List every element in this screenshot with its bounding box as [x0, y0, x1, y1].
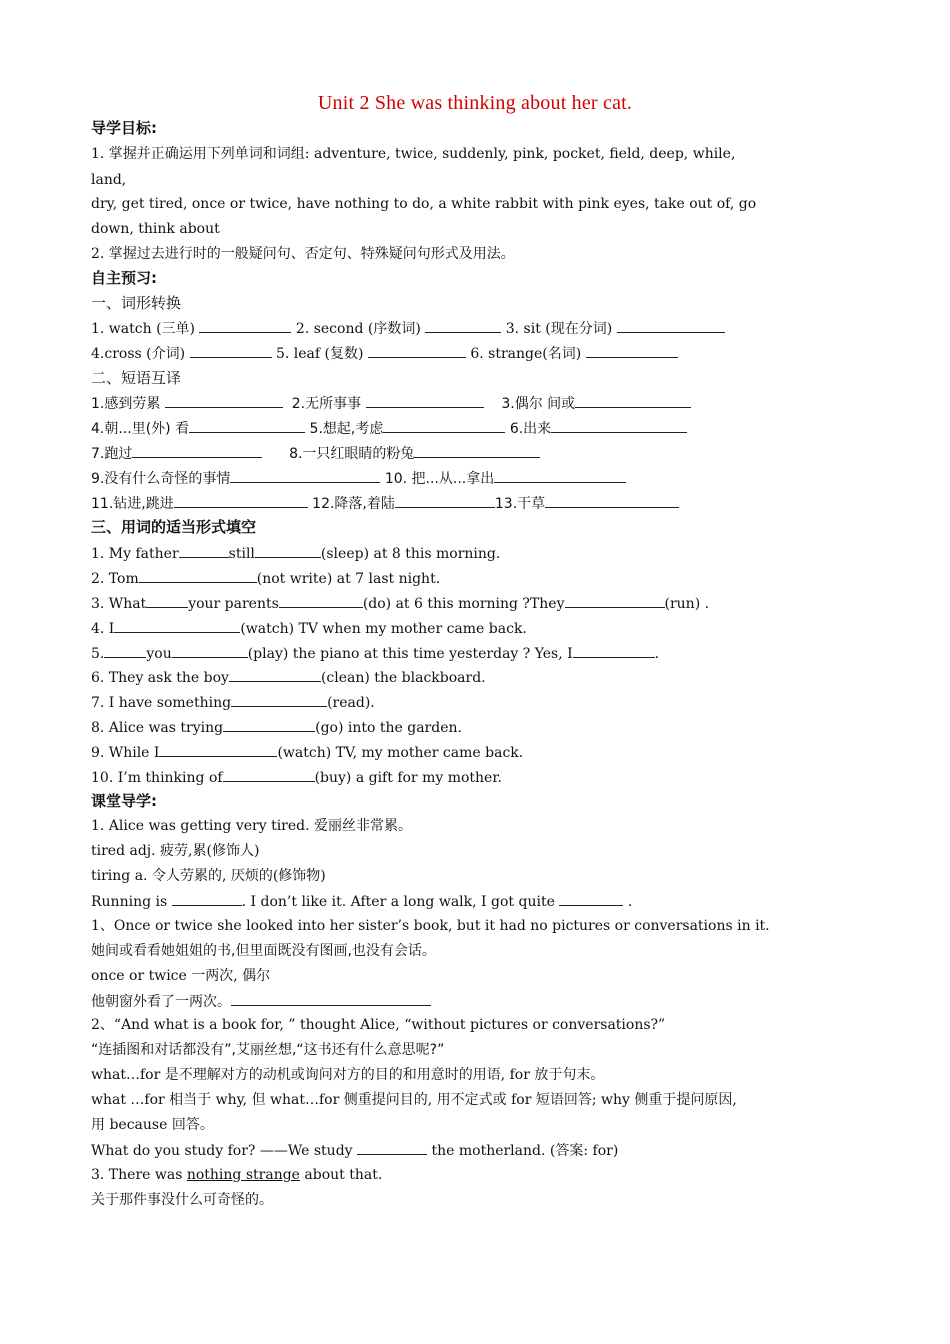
note-line: once or twice 一两次, 偶尔 — [91, 968, 271, 984]
answer-blank[interactable] — [174, 493, 308, 508]
note-line: 用 because 回答。 — [91, 1117, 214, 1133]
answer-blank[interactable] — [494, 468, 626, 483]
fill-sentence: 6. They ask the boy (clean) the blackboard. — [91, 667, 486, 688]
answer-blank[interactable] — [617, 318, 725, 333]
phrase-item: 10. 把...从...拿出 — [384, 471, 495, 487]
goals-heading: 导学目标: — [91, 119, 157, 137]
goal-2: 2. 掌握过去进行时的一般疑问句、否定句、特殊疑问句形式及用法。 — [91, 246, 515, 262]
answer-blank[interactable] — [114, 618, 240, 633]
fill-sentence: 3. What your parents (do) at 6 this morning ?They (run) . — [91, 593, 709, 614]
phrase-item: 4.朝...里(外) 看 — [91, 421, 190, 437]
exercise-line: 他朝窗外看了一两次。 — [91, 991, 431, 1012]
phrase-item: 2.无所事事 — [291, 396, 362, 412]
phrase-item: 8.一只红眼睛的粉兔 — [289, 446, 415, 462]
answer-blank[interactable] — [586, 343, 678, 358]
answer-blank[interactable] — [366, 393, 484, 408]
goal-1-cont: down, think about — [91, 221, 220, 237]
fill-sentence: 2. Tom (not write) at 7 last night. — [91, 568, 440, 589]
answer-blank[interactable] — [383, 418, 505, 433]
phrase-item: 1.感到劳累 — [91, 396, 161, 412]
answer-blank[interactable] — [395, 493, 495, 508]
fill-sentence: 7. I have something (read). — [91, 692, 375, 713]
answer-blank[interactable] — [104, 643, 146, 658]
note-line: 关于那件事没什么可奇怪的。 — [91, 1192, 273, 1208]
answer-blank[interactable] — [190, 343, 272, 358]
phrase-item: 3.偶尔 间或 — [501, 396, 576, 412]
phrase-item: 11.钻进,跳进 — [91, 496, 174, 512]
goal-1-cont: land, — [91, 172, 127, 188]
answer-blank[interactable] — [223, 767, 315, 782]
answer-blank[interactable] — [357, 1140, 427, 1155]
phrase-item: 13.干草 — [494, 496, 546, 512]
phrase-row — [91, 468, 626, 489]
phrase-item: 9.没有什么奇怪的事情 — [91, 471, 231, 487]
word-form-row — [91, 343, 678, 364]
answer-blank[interactable] — [279, 593, 363, 608]
note-line: 1、Once or twice she looked into her sister’s book, but it had no pictures or conversations in it. — [91, 918, 770, 934]
word-form-item: 6. strange(名词) — [470, 346, 582, 362]
answer-blank[interactable] — [559, 891, 623, 906]
answer-blank[interactable] — [230, 468, 380, 483]
underlined-phrase: nothing strange — [186, 1167, 300, 1183]
note-line: what …for 相当于 why, 但 what…for 侧重提问目的, 用不定式或 for 短语回答; why 侧重于提问原因, — [91, 1092, 737, 1108]
note-line: 3. There was nothing strange about that. — [91, 1167, 383, 1183]
word-form-item: 1. watch (三单) — [91, 321, 195, 337]
phrase-row — [91, 393, 691, 414]
word-form-item: 4.cross (介词) — [91, 346, 186, 362]
answer-blank[interactable] — [255, 543, 321, 558]
answer-blank[interactable] — [172, 891, 242, 906]
answer-blank[interactable] — [565, 593, 665, 608]
word-form-item: 5. leaf (复数) — [275, 346, 364, 362]
note-line: tiring a. 令人劳累的, 厌烦的(修饰物) — [91, 868, 326, 884]
answer-blank[interactable] — [231, 692, 327, 707]
answer-blank[interactable] — [189, 418, 305, 433]
answer-blank[interactable] — [573, 643, 655, 658]
word-form-item: 3. sit (现在分词) — [505, 321, 613, 337]
answer-blank[interactable] — [229, 667, 321, 682]
phrase-row — [91, 418, 687, 439]
class-heading: 课堂导学: — [91, 792, 157, 810]
fill-sentence: 1. My father still (sleep) at 8 this morning. — [91, 543, 500, 564]
fill-sentence: 5. you (play) the piano at this time yesterday ? Yes, I . — [91, 643, 659, 664]
note-line: what…for 是不理解对方的动机或询问对方的目的和用意时的用语, for 放于句末。 — [91, 1067, 605, 1083]
phrase-row — [91, 443, 540, 464]
note-line: 1. Alice was getting very tired. 爱丽丝非常累。 — [91, 818, 413, 834]
exercise-line: What do you study for? ——We study the motherland. (答案: for) — [91, 1140, 618, 1161]
answer-blank[interactable] — [146, 593, 188, 608]
answer-blank[interactable] — [132, 443, 262, 458]
note-line: 2、“And what is a book for, ” thought Alice, “without pictures or conversations?” — [91, 1017, 666, 1033]
fill-sentence: 8. Alice was trying (go) into the garden. — [91, 717, 462, 738]
answer-blank[interactable] — [159, 742, 277, 757]
answer-blank[interactable] — [179, 543, 229, 558]
word-form-row — [91, 318, 725, 339]
note-line: 她间或看看她姐姐的书,但里面既没有图画,也没有会话。 — [91, 943, 436, 959]
note-line: “连插图和对话都没有”,艾丽丝想,“这书还有什么意思呢?” — [91, 1042, 445, 1058]
fill-sentence: 9. While I (watch) TV, my mother came back. — [91, 742, 523, 763]
answer-blank[interactable] — [545, 493, 679, 508]
preview-heading: 自主预习: — [91, 269, 157, 287]
section-1-heading: 一、词形转换 — [91, 294, 182, 312]
answer-blank[interactable] — [165, 393, 283, 408]
answer-blank[interactable] — [172, 643, 248, 658]
answer-blank[interactable] — [231, 991, 431, 1006]
answer-blank[interactable] — [368, 343, 466, 358]
goal-1-cont: dry, get tired, once or twice, have nothing to do, a white rabbit with pink eyes, take out of, go — [91, 196, 757, 212]
exercise-line: Running is . I don’t like it. After a long walk, I got quite . — [91, 891, 632, 912]
goal-1: 1. 掌握并正确运用下列单词和词组: adventure, twice, suddenly, pink, pocket, field, deep, while, — [91, 146, 736, 162]
word-form-item: 2. second (序数词) — [295, 321, 421, 337]
section-3-heading: 三、用词的适当形式填空 — [91, 518, 257, 536]
phrase-item: 6.出来 — [509, 421, 552, 437]
answer-blank[interactable] — [425, 318, 501, 333]
answer-blank[interactable] — [199, 318, 291, 333]
phrase-item: 7.跑过 — [91, 446, 133, 462]
section-2-heading: 二、短语互译 — [91, 369, 182, 387]
fill-sentence: 10. I’m thinking of (buy) a gift for my mother. — [91, 767, 502, 788]
phrase-row — [91, 493, 679, 514]
answer-blank[interactable] — [223, 717, 315, 732]
fill-sentence: 4. I (watch) TV when my mother came back. — [91, 618, 527, 639]
answer-blank[interactable] — [551, 418, 687, 433]
page-title: Unit 2 She was thinking about her cat. — [317, 92, 633, 114]
answer-blank[interactable] — [575, 393, 691, 408]
answer-blank[interactable] — [139, 568, 257, 583]
phrase-item: 12.降落,着陆 — [312, 496, 395, 512]
note-line: tired adj. 疲劳,累(修饰人) — [91, 843, 260, 859]
phrase-item: 5.想起,考虑 — [309, 421, 384, 437]
answer-blank[interactable] — [414, 443, 540, 458]
